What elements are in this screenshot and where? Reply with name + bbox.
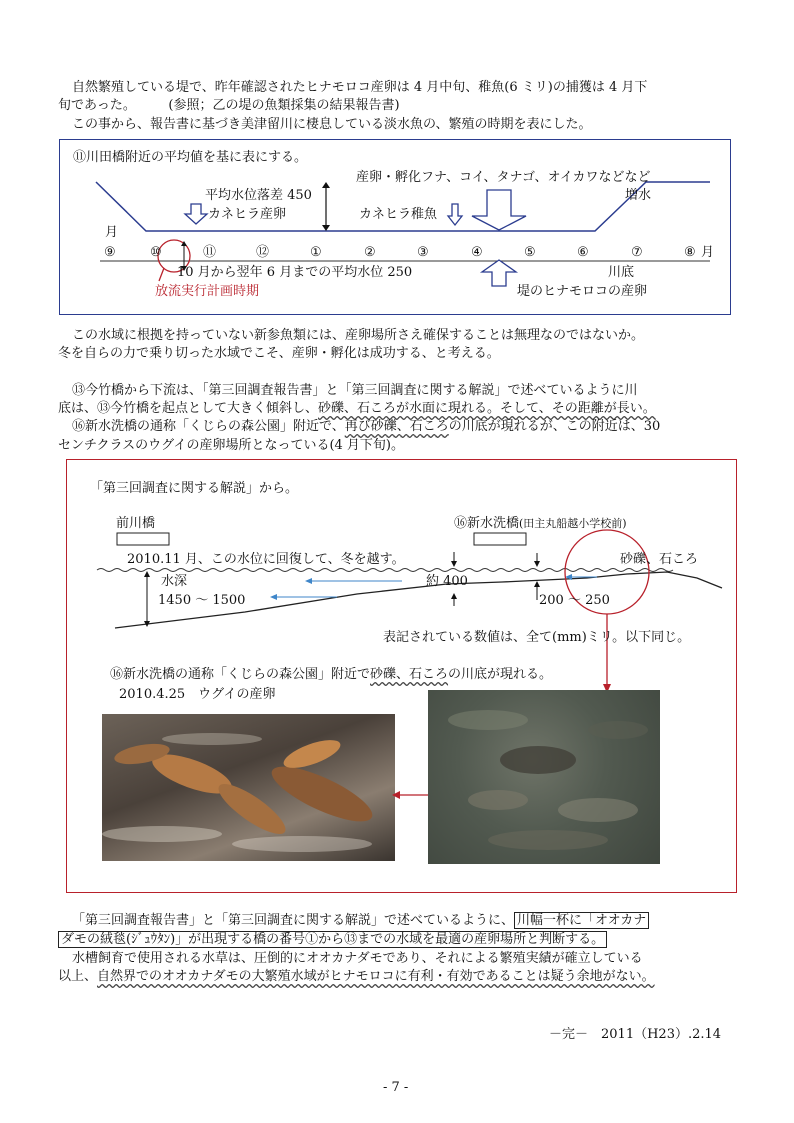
para3-line-1: ⑬今竹橋から下流は、「第三回調査報告書」と「第三回調査に関する解説」で述べているように川 <box>72 383 638 398</box>
units-note: 表記されている数値は、全て(mm)ミリ。以下同じ。 <box>383 630 691 645</box>
range-200-250-label: 200 ～ 250 <box>539 593 610 608</box>
month-marker: ① <box>310 245 322 260</box>
para2-line-2: 冬を自らの力で乗り切った水域でこそ、産卵・孵化は成功する、と考える。 <box>58 346 500 361</box>
gravel-label: 砂礫、石ころ <box>620 552 699 567</box>
ugui-spawning-photo <box>102 714 395 861</box>
depth-label: 水深 <box>161 574 188 589</box>
month-marker: ⑦ <box>631 245 643 260</box>
para2-line-1: この水域に根拠を持っていない新参魚類には、産卵場所さえ確保することは無理なのではないか。 <box>72 328 645 343</box>
end-mark-date: －完－ 2011（H23）.2.14 <box>549 1027 722 1042</box>
month-marker: ⑥ <box>577 245 589 260</box>
month-marker: ④ <box>471 245 483 260</box>
up-arrow-icon <box>482 260 516 286</box>
month-marker: ③ <box>417 245 429 260</box>
conclusion-line-1: 「第三回調査報告書」と「第三回調査に関する解説」で述べているように、 川幅一杯に「オオカナ <box>72 912 649 930</box>
month-marker: ⑧ <box>684 245 696 260</box>
chart-title: ⑪川田橋附近の平均値を基に表にする。 <box>73 150 308 165</box>
conclusion-line-4: 以上、自然界でのオオカナダモの大繁殖水域がヒナモロコに有利・有効であることは疑う余地がない。 <box>58 969 655 984</box>
rise-label: 増水 <box>625 188 652 203</box>
kanehira-fry-label: カネヒラ稚魚 <box>359 207 438 222</box>
pond-spawn-label: 堤のヒナモロコの産卵 <box>517 284 648 299</box>
intro-line-3: この事から、報告書に基づき美津留川に棲息している淡水魚の、繁殖の時期を表にした。 <box>72 117 592 132</box>
down-arrow-icon <box>448 204 462 225</box>
month-label-left: 月 <box>105 225 119 240</box>
maegawa-bridge-label: 前川橋 <box>116 516 156 531</box>
intro-line-1: 自然繁殖している堤で、昨年確認されたヒナモロコ産卵は 4 月中旬、稚魚(6 ミリ)の捕獲は 4 月下 <box>72 80 648 95</box>
month-marker: ⑪ <box>203 245 217 260</box>
spawning-season-chart <box>59 139 731 315</box>
kanehira-spawn-label: カネヒラ産卵 <box>208 207 287 222</box>
month-label-right: 月 <box>701 245 715 260</box>
box2-title: 「第三回調査に関する解説」から。 <box>90 481 299 496</box>
page-number: - 7 - <box>383 1080 409 1095</box>
month-marker: ⑤ <box>524 245 536 260</box>
photo-caption: 2010.4.25 ウグイの産卵 <box>119 687 276 702</box>
month-marker: ⑨ <box>104 245 116 260</box>
survey-explanation-box <box>66 459 737 893</box>
approx-400-label: 約 400 <box>426 574 468 589</box>
month-marker: ⑩ <box>150 245 162 260</box>
gravel-riverbed-photo <box>428 690 660 864</box>
winter-level-note: 2010.11 月、この水位に回復して、冬を越す。 <box>127 552 405 567</box>
down-arrow-icon <box>185 204 207 224</box>
big-down-arrow-icon <box>472 190 526 230</box>
kujira-note: ⑯新水洗橋の通称「くじらの森公園」附近で砂礫、石ころの川底が現れる。 <box>110 667 553 682</box>
discharge-period-label: 放流実行計画時期 <box>155 284 260 299</box>
depth-value: 1450 ～ 1500 <box>158 593 246 608</box>
para3-line-3: ⑯新水洗橋の通称「くじらの森公園」附近で、再び砂礫、石ころの川底が現れるが、この附近は、30 <box>72 419 661 434</box>
intro-line-2: 旬であった。 (参照；乙の堤の魚類採集の結果報告書) <box>58 98 400 113</box>
spawn-species: 産卵・孵化フナ、コイ、タナゴ、オイカワなどなど <box>356 170 651 185</box>
conclusion-line-2: ダモの絨毯(ｼﾞｭｳﾀﾝ)」が出現する橋の番号①から⑬までの水域を最適の産卵場所と判断する。 <box>58 931 607 949</box>
month-marker: ② <box>364 245 376 260</box>
para3-line-4: センチクラスのウグイの産卵場所となっている(4 月下旬)。 <box>58 438 404 453</box>
para3-line-2: 底は、⑬今竹橋を起点として大きく傾斜し、砂礫、石ころが水面に現れる。そして、その距離が長い。 <box>58 401 656 416</box>
shinsui-bridge-label: ⑯新水洗橋(田主丸船越小学校前) <box>454 516 627 531</box>
avg-diff-label: 平均水位落差 450 <box>205 188 312 203</box>
avg-level-label: 10 月から翌年 6 月までの平均水位 250 <box>177 265 413 280</box>
river-bed-label: 川底 <box>608 265 635 280</box>
conclusion-line-3: 水槽飼育で使用される水草は、圧倒的にオオカナダモであり、それによる繁殖実績が確立している <box>72 951 643 966</box>
month-marker: ⑫ <box>256 245 270 260</box>
